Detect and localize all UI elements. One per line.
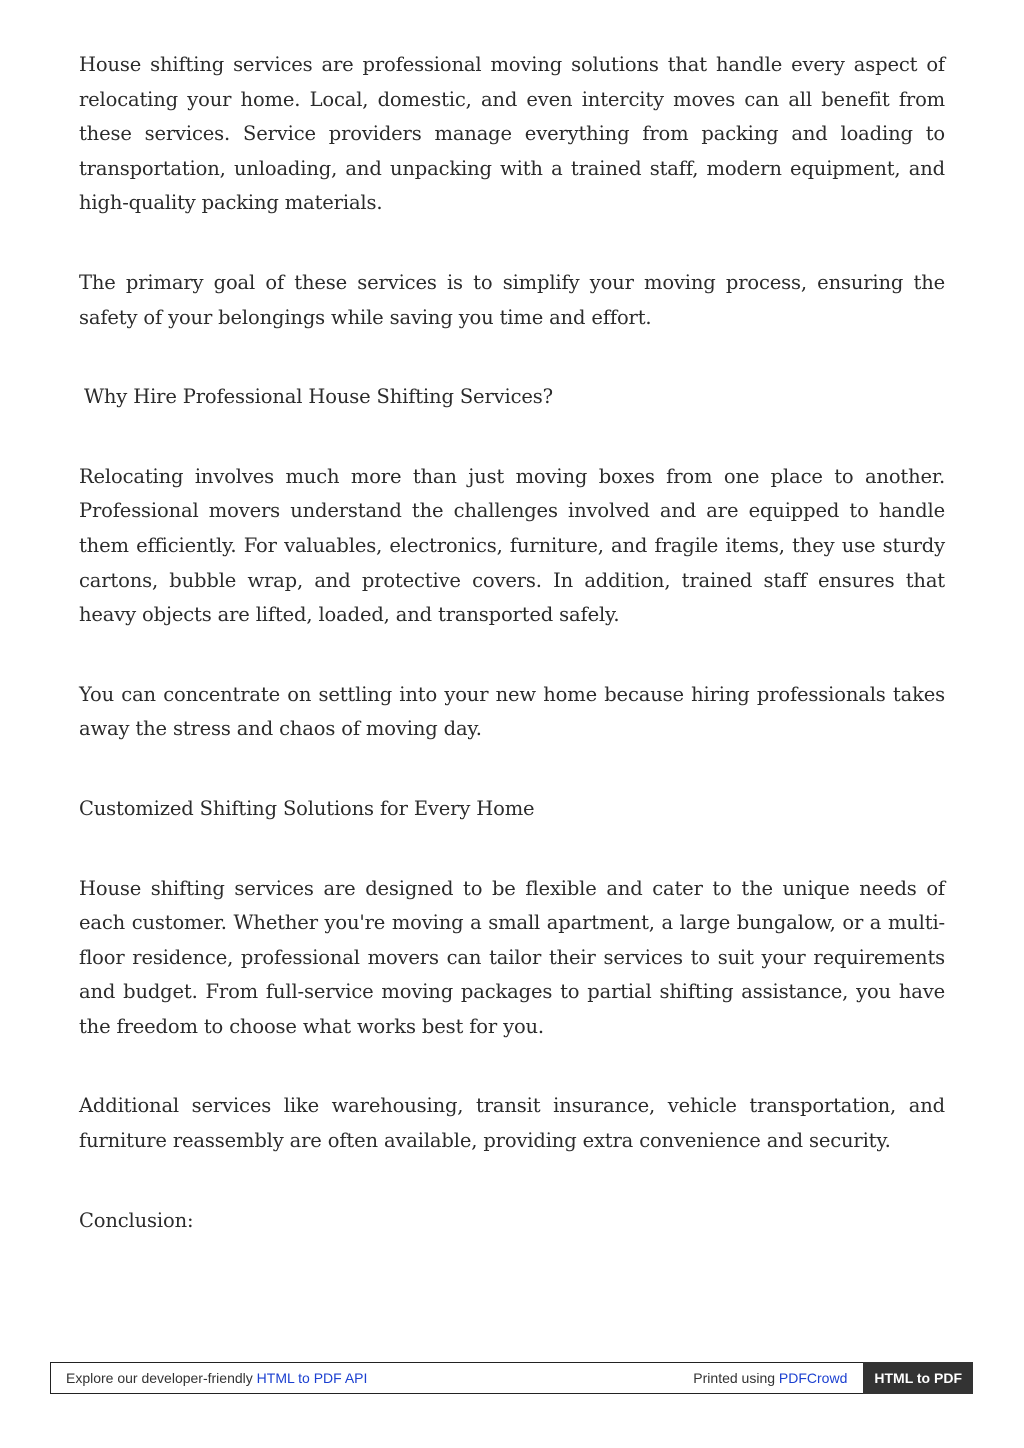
heading-conclusion: Conclusion:: [79, 1208, 194, 1232]
pdfcrowd-link[interactable]: PDFCrowd: [778, 1370, 848, 1386]
paragraph-flexible: House shifting services are designed to be flexible and cater to the unique needs of each customer. Whether you're moving a small apartment, a large bungalow, or a multi-floor residence, professional movers can tailor their services to suit your requirements and budget. From full-service moving packages to partial shifting assistance, you have the freedom to choose what works best for you.: [79, 876, 945, 1038]
footer-explore-text: Explore our developer-friendly: [66, 1370, 257, 1386]
footer-printed-text: Printed using: [693, 1370, 779, 1386]
document-body: [79, 48, 945, 1238]
footer-printed: [693, 1370, 863, 1386]
paragraph-concentrate: You can concentrate on settling into your new home because hiring professionals takes away the stress and chaos of moving day.: [79, 682, 945, 741]
footer-explore: [51, 1370, 693, 1386]
html-to-pdf-api-link[interactable]: HTML to PDF API: [256, 1370, 368, 1386]
paragraph-additional: Additional services like warehousing, transit insurance, vehicle transportation, and furniture reassembly are often available, providing extra convenience and security.: [79, 1094, 945, 1153]
pdfcrowd-footer-bar: [50, 1362, 973, 1394]
heading-customized: Customized Shifting Solutions for Every Home: [79, 796, 535, 820]
paragraph-intro: House shifting services are professional moving solutions that handle every aspect of relocating your home. Local, domestic, and even intercity moves can all benefit from these services. Service providers manage everything from packing and loading to transportation, unloading, and unpacking with a trained staff, modern equipment, and high-quality packing materials.: [79, 53, 945, 215]
paragraph-relocating: Relocating involves much more than just moving boxes from one place to another. Professional movers understand the challenges involved and are equipped to handle them efficiently. For valuables, electronics, furniture, and fragile items, they use sturdy cartons, bubble wrap, and protective covers. In addition, trained staff ensures that heavy objects are lifted, loaded, and transported safely.: [79, 464, 945, 627]
heading-why-hire: Why Hire Professional House Shifting Services?: [84, 385, 553, 409]
html-to-pdf-badge-button[interactable]: HTML to PDF: [863, 1362, 973, 1394]
paragraph-primary-goal: The primary goal of these services is to simplify your moving process, ensuring the safety of your belongings while saving you time and effort.: [79, 270, 945, 329]
